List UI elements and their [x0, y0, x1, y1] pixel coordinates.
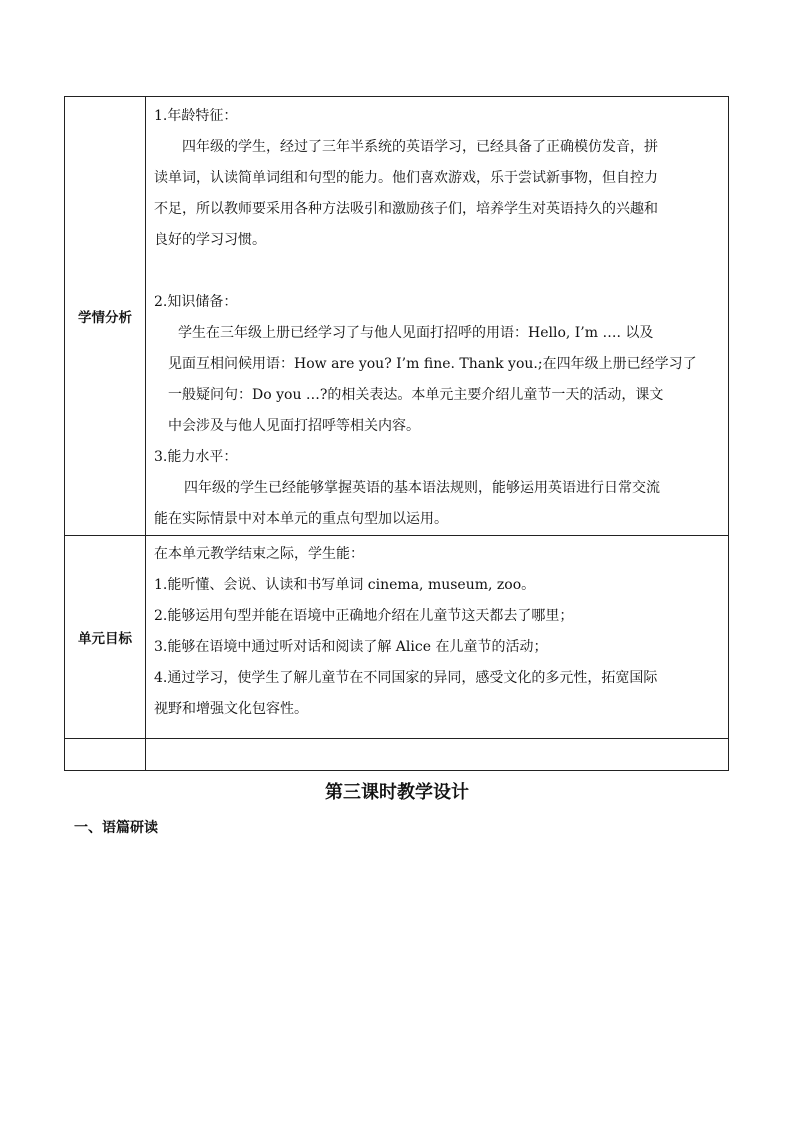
text-line: 良好的学习习惯。 [154, 232, 266, 248]
row-content [146, 97, 729, 536]
text-line: 3.能力水平： [154, 449, 238, 465]
text-line: 见面互相问候用语：How are you? I’m fine. Thank you.;在四年级上册已经学习了 [168, 356, 697, 372]
text-line: 学生在三年级上册已经学习了与他人见面打招呼的用语：Hello, I’m …. 以及 [178, 325, 654, 341]
section-heading: 一、语篇研读 [74, 820, 158, 836]
text-line: 四年级的学生已经能够掌握英语的基本语法规则，能够运用英语进行日常交流 [184, 480, 660, 496]
text-line: 2.知识储备： [154, 294, 238, 310]
table-row [65, 97, 729, 536]
empty-cell [65, 739, 146, 771]
blank-line [154, 256, 728, 287]
text-line: 1.能听懂、会说、认读和书写单词 cinema, museum, zoo。 [154, 577, 536, 593]
text-line: 视野和增强文化包容性。 [154, 701, 308, 717]
empty-cell [146, 739, 729, 771]
text-line: 一般疑问句：Do you …?的相关表达。本单元主要介绍儿童节一天的活动，课文 [168, 387, 664, 403]
text-line: 不足，所以教师要采用各种方法吸引和激励孩子们，培养学生对英语持久的兴趣和 [154, 201, 658, 217]
page-title: 第三课时教学设计 [325, 782, 469, 803]
text-line: 3.能够在语境中通过听对话和阅读了解 Alice 在儿童节的活动； [154, 639, 548, 655]
row-label: 单元目标 [65, 536, 146, 739]
text-line: 中会涉及与他人见面打招呼等相关内容。 [168, 418, 420, 434]
text-line: 能在实际情景中对本单元的重点句型加以运用。 [154, 511, 448, 527]
text-line: 在本单元教学结束之际，学生能： [154, 546, 364, 562]
text-line: 2.能够运用句型并能在语境中正确地介绍在儿童节这天都去了哪里； [154, 608, 574, 624]
text-line: 四年级的学生，经过了三年半系统的英语学习，已经具备了正确模仿发音，拼 [182, 139, 658, 155]
text-line: 4.通过学习，使学生了解儿童节在不同国家的异同，感受文化的多元性，拓宽国际 [154, 670, 658, 686]
text-line: 1.年龄特征： [154, 108, 238, 124]
table-row [65, 536, 729, 739]
row-content [146, 536, 729, 739]
text-line: 读单词，认读简单词组和句型的能力。他们喜欢游戏，乐于尝试新事物，但自控力 [154, 170, 658, 186]
lesson-plan-table [64, 96, 729, 771]
row-label: 学情分析 [65, 97, 146, 536]
table-row [65, 739, 729, 771]
